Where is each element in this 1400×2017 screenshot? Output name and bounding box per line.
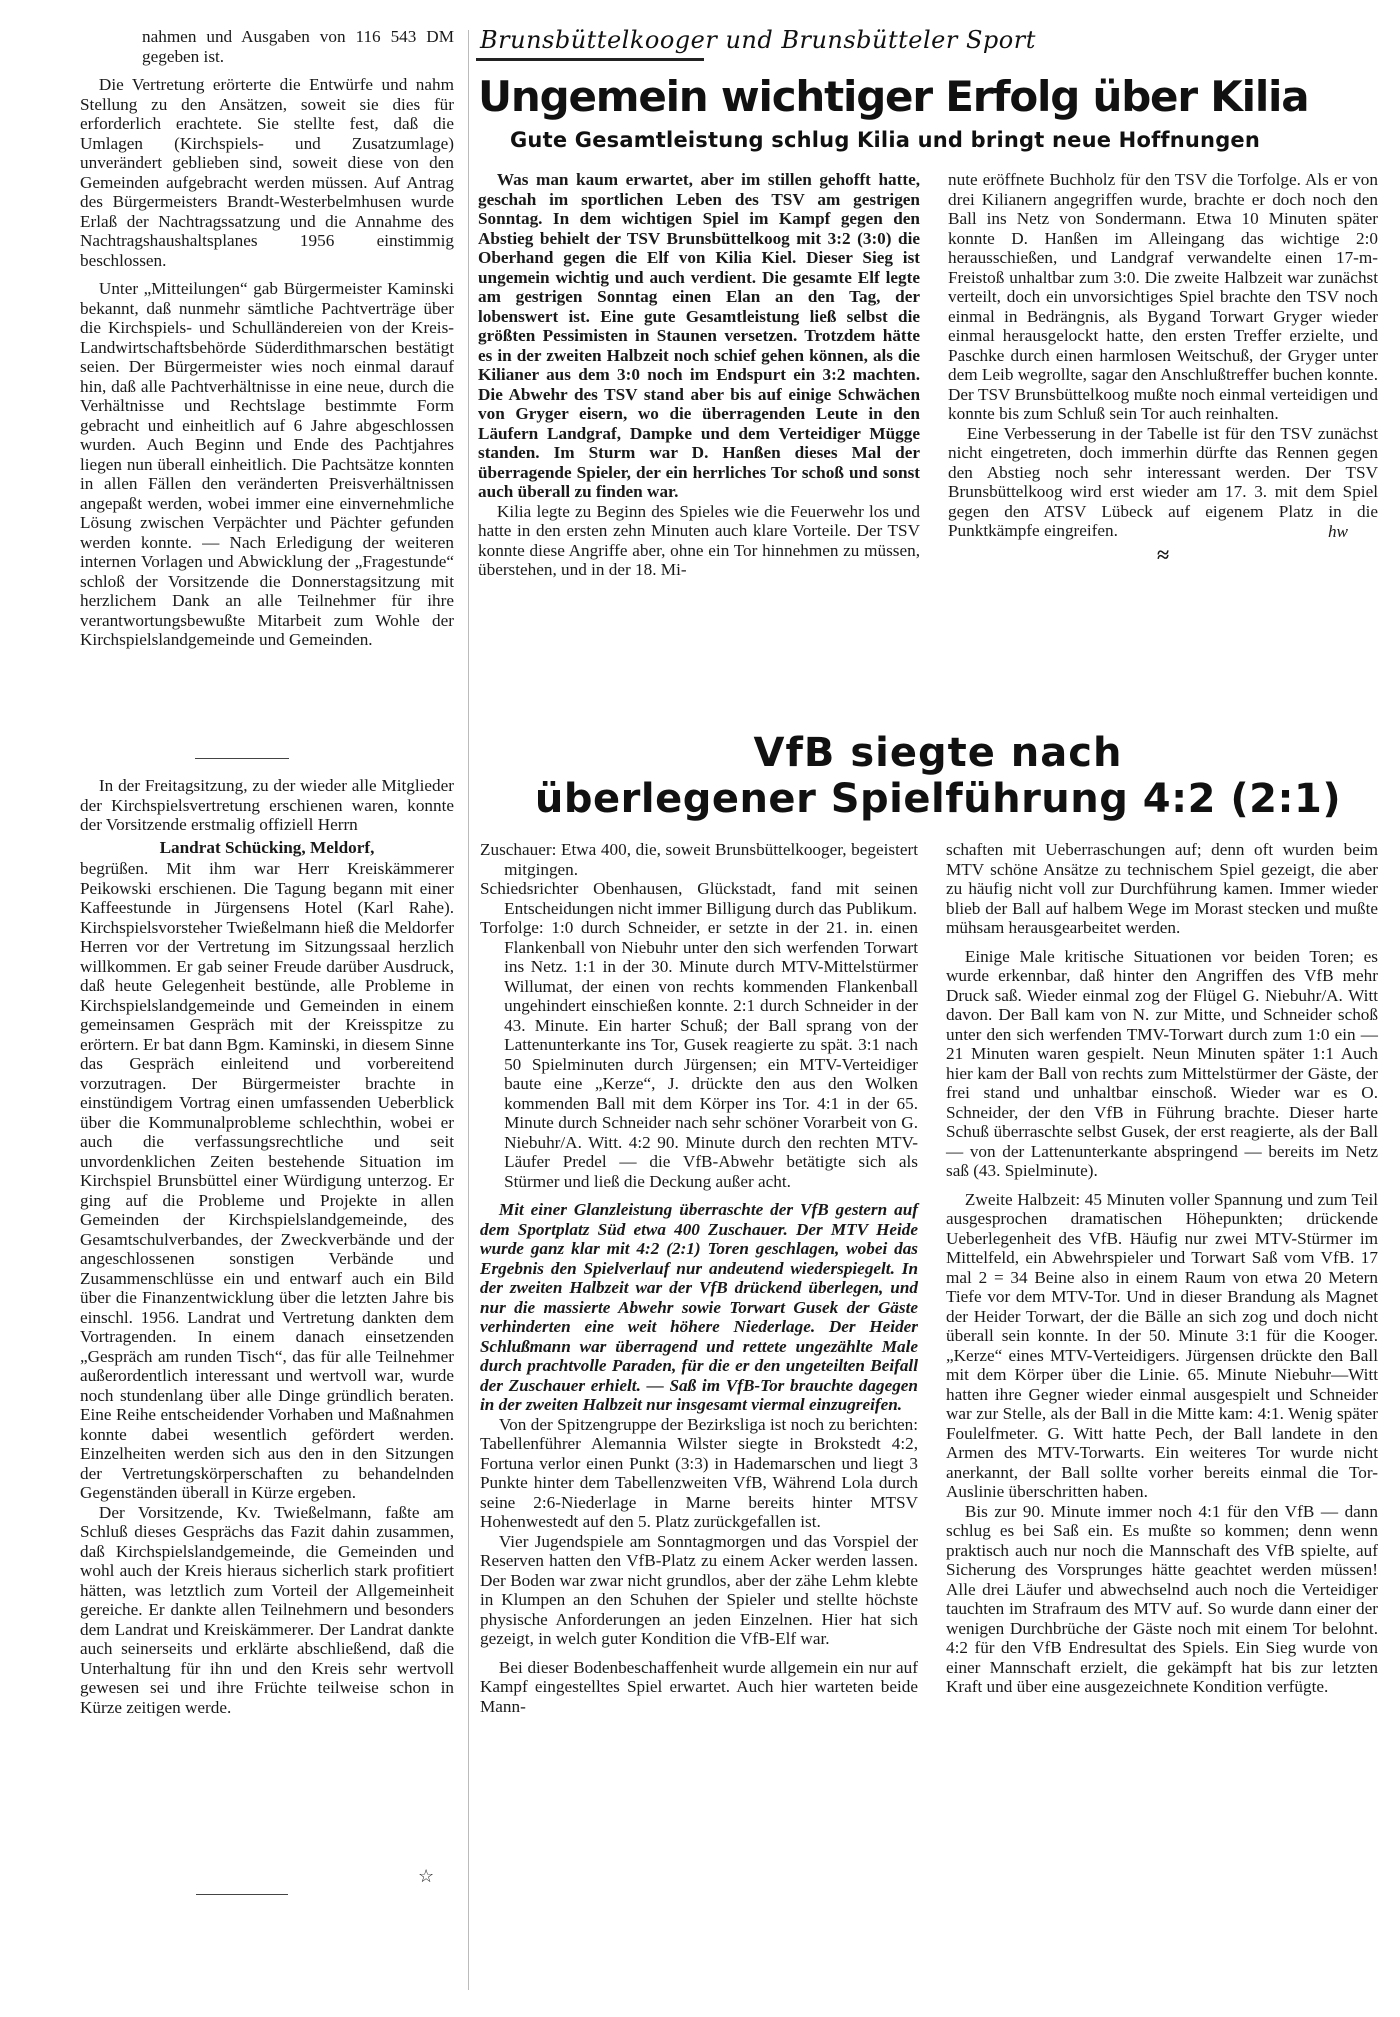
council-report-column: [80, 27, 454, 650]
paragraph: Eine Verbesserung in der Tabelle ist für den TSV zunächst nicht eingetreten, doch immerhin dürfte das Rennen gegen den Abstieg noch sehr interessant werden. Der TSV Brunsbüttelkoog wird erst wieder am 17. 3. mit dem Spiel gegen den ATSV Lübeck auf eigenem Platz in die Punktkämpfe eingreifen.: [948, 423, 1378, 540]
paragraph: Unter „Mitteilungen“ gab Bürgermeister Kaminski bekannt, daß nunmehr sämtliche Pachtverträge über die Kirchspiels- und Schulländereien von der Kreis-Landwirtschaftsbehörde Süderdithmarschen bestätigt seien. Der Bürgermeister wies noch einmal darauf hin, daß alle Pachtverhältnisse in eine neue, durch die Verhältnisse und Rechtslage bestimmte Form gebracht und einheitlich auf 6 Jahre abgeschlossen wurden. Auch Beginn und Ende des Pachtjahres liegen nun überall einheitlich. Die Pachtsätze konnten in allen Fällen den veränderten Preisverhältnissen angepaßt werden, wobei immer eine einvernehmliche Lösung zwischen Verpächter und Pächter gefunden werden konnte. — Nach Erledigung der weiteren internen Vorlagen und Abwicklung der „Fragestunde“ schloß der Vorsitzende die Donnerstagsitzung mit herzlichem Dank an alle Teilnehmer für ihre verantwortungsbewußte Mitarbeit zum Wohle der Kirchspielslandgemeinde und Gemeinden.: [80, 279, 454, 649]
divider: [195, 758, 289, 759]
paragraph: Einige Male kritische Situationen vor beiden Toren; es wurde erkennbar, daß hinter den Angriffen des VfB mehr Druck saß. Wieder einmal zog der Flügel G. Niebuhr/A. Witt davon. Der Ball kam von N. zur Mitte, und Schneider schoß unter den sich werfenden TMV-Torwart durch zum 1:0 ein — 21 Minuten waren gespielt. Neun Minuten später 1:1 Auch hier kam der Ball von rechts zum Mittelstürmer der Gäste, der frei stand und unhaltbar einschoß. Wieder war es O. Schneider, der den VfB in Führung brachte. Dieser harte Schuß überraschte selbst Gusek, der erst reagierte, als der Ball — von der Lattenunterkante abspringend — bereits im Netz saß (43. Spielminute).: [946, 946, 1378, 1180]
vfb-article-col1: [480, 840, 918, 1716]
paragraph: Von der Spitzengruppe der Bezirksliga ist noch zu berichten: Tabellenführer Alemannia Wilster siegte in Brokstedt 4:2, Fortuna verlor einen Punkt (3:3) in Hademarschen und liegt 3 Punkte hinter dem Tabellenzweiten VfB, Während Lola durch seine 2:6-Niederlage in Marne bereits hinter MTSV Hohenwestedt auf den 5. Platz zurückgefallen ist.: [480, 1414, 918, 1531]
paragraph: schaften mit Ueberraschungen auf; denn oft wurden beim MTV schöne Ansätze zu technischem Spiel gezeigt, die aber zu häufig nicht voll zur Durchführung kamen. Immer wieder blieb der Ball auf halbem Wege im Morast stecken und mußte mühsam herausgearbeitet werden.: [946, 840, 1378, 937]
headline-vfb-line2: überlegener Spielführung 4:2 (2:1): [534, 776, 1342, 822]
headline-kilia: Ungemein wichtiger Erfolg über Kilia: [478, 72, 1309, 121]
paragraph: Bei dieser Bodenbeschaffenheit wurde allgemein ein nur auf Kampf eingestelltes Spiel erwartet. Auch hier warteten beide Mann-: [480, 1657, 918, 1716]
paragraph: nute eröffnete Buchholz für den TSV die Torfolge. Als er von drei Kilianern angegriffen wurde, brachte er doch noch den Ball ins Netz von Sondermann. Etwa 10 Minuten später konnte D. Hanßen im Alleingang das wichtige 2:0 herausschießen, und Landgraf verwandelte einen 17-m-Freistoß unhaltbar zum 3:0. Die zweite Halbzeit war zunächst verteilt, doch ein unvorsichtiges Spiel brachte den TSV noch einmal in Bedrängnis, als Bygand Torwart Gryger wieder einmal herausgelockt hatte, den ersten Treffer erzielte, und Paschke durch einen harmlosen Weitschuß, der Gryger unter dem Leib wegrollte, sagar den Anschlußtreffer buchen konnte. Der TSV Brunsbüttelkoog mußte noch einmal verteidigen und konnte bis zum Schluß sein Tor auch reinhalten.: [948, 170, 1378, 423]
section-title: Brunsbüttelkooger und Brunsbütteler Sport: [480, 26, 1036, 54]
end-star-icon: ☆: [418, 1866, 435, 1886]
subheadline-kilia: Gute Gesamtleistung schlug Kilia und bringt neue Hoffnungen: [510, 128, 1261, 152]
paragraph: Der Vorsitzende, Kv. Twießelmann, faßte am Schluß dieses Gesprächs das Fazit dahin zusammen, daß Kirchspielslandgemeinde, die Gemeinden und wohl auch der Kreis hieraus sicherlich stark profitiert hätten, was letztlich zum Vorteil der Allgemeinheit gereiche. Er dankte allen Teilnehmern und besonders dem Landrat und Kreiskämmerer. Der Landrat dankte auch seinerseits und erklärte abschließend, daß die Unterhaltung für ihn und den Kreis sehr wertvoll gewesen sei und ihre Früchte teilweise schon in Kürze zeitigen werde.: [80, 1502, 454, 1717]
paragraph: Bis zur 90. Minute immer noch 4:1 für den VfB — dann schlug es bei Saß ein. Es mußte so kommen; denn wenn praktisch auch nur noch die Mannschaft des VfB spielte, auf Sicherung des Vorsprunges hätte geachtet werden müssen! Alle drei Läufer und abwechselnd auch noch die Verteidiger tauchten im Strafraum des MTV auf. So wurde dann einer der wenigen Durchbrüche der Gäste noch mit einem Tor belohnt. 4:2 für den VfB Endresultat des Spiels. Ein Sieg wurde von einer Mannschaft erzielt, die gekämpft hat bis zur letzten Kraft und über eine ausgezeichnete Kondition verfügte.: [946, 1501, 1378, 1696]
fact-spectators: Zuschauer: Etwa 400, die, soweit Brunsbüttelkooger, begeistert mitgingen.: [480, 840, 918, 879]
paragraph: In der Freitagsitzung, zu der wieder alle Mitglieder der Kirchspielsvertretung erschienen waren, konnte der Vorsitzende erstmalig offiziell Herrn: [80, 776, 454, 834]
column-divider: [468, 30, 469, 1990]
section-underline: [476, 58, 704, 61]
author-initials: hw: [1327, 521, 1348, 541]
lead-paragraph: Was man kaum erwartet, aber im stillen gehofft hatte, geschah im sportlichen Leben des TSV am gestrigen Sonntag. In dem wichtigen Spiel im Kampf gegen den Abstieg behielt der TSV Brunsbüttelkoog mit 3:2 (3:0) die Oberhand gegen die Elf von Kilia Kiel. Dieser Sieg ist ungemein wichtig und auch verdient. Die gesamte Elf legte am gestrigen Sonntag einen Elan an den Tag, der lobenswert ist. Eine gute Gesamtleistung ließ selbst die größten Pessimisten in Staunen versetzen. Trotzdem hätte es in der zweiten Halbzeit noch schief gehen können, als die Kilianer aus dem 3:0 noch im Endspurt ein 3:2 machten. Die Abwehr des TSV stand aber bis auf einige Schwächen von Gryger eisern, wo die überragenden Leute in den Läufern Landgraf, Dampke und dem Verteidiger Mügge standen. Im Sturm war D. Hanßen dieses Mal der überragende Spieler, der ein herrliches Tor schoß und sonst auch überall zu finden war.: [478, 170, 920, 501]
paragraph: Kilia legte zu Beginn des Spieles wie die Feuerwehr los und hatte in den ersten zehn Minuten auch klare Vorteile. Der TSV konnte diese Angriffe aber, ohne ein Tor hinnehmen zu müssen, überstehen, und in der 18. Mi-: [478, 501, 920, 579]
lead-paragraph: Mit einer Glanzleistung überraschte der VfB gestern auf dem Sportplatz Süd etwa 400 Zuschauer. Der MTV Heide wurde ganz klar mit 4:2 (2:1) Toren geschlagen, wobei das Ergebnis den Spielverlauf nur andeutend wiederspiegelt. In der zweiten Halbzeit war der VfB drückend überlegen, und nur die massierte Abwehr sowie Torwart Gusek der Gäste verhinderten eine weit höhere Niederlage. Der Heider Schlußmann war überragend und rettete ungezählte Male durch prachtvolle Paraden, für die er den ungeteilten Beifall der Zuschauer erhielt. — Saß im VfB-Tor brauchte dagegen in der zweiten Halbzeit nur insgesamt viermal einzugreifen.: [480, 1200, 918, 1414]
divider-wave-icon: ≈: [1156, 542, 1170, 567]
paragraph: Die Vertretung erörterte die Entwürfe und nahm Stellung zu den Ansätzen, soweit sie dies für erforderlich erachtete. Sie stellte fest, daß die Umlagen (Kirchspiels- und Zusatzumlage) unverändert geblieben sind, soweit diese von den Gemeinden aufgebracht werden müssen. Auf Antrag des Bürgermeisters Brandt-Westerbelmhusen wurde Erlaß der Nachtragssatzung und die Annahme des Nachtragshaushaltsplanes 1956 einstimmig beschlossen.: [80, 75, 454, 270]
vfb-article-col2: [946, 840, 1378, 1697]
council-report-column-friday: [80, 776, 454, 1717]
paragraph: Zweite Halbzeit: 45 Minuten voller Spannung und zum Teil ausgesprochen dramatischen Höhepunkten; drückende Ueberlegenheit des VfB. Häufig nur zwei MTV-Stürmer im Mittelfeld, ein Abwehrspieler und Torwart Saß vom VfB. 17 mal 2 = 34 Beine also in einem Raum von etwa 20 Metern Tiefe vor dem MTV-Tor. Und in dieser Brandung als Magnet der Heider Torwart, der die Bälle an sich zog und doch nicht überall sein konnte. In der 50. Minute 3:1 für die Kooger. „Kerze“ eines MTV-Verteidigers. Jürgensen drückte den Ball mit dem Körper über die Linie. 65. Minute Niebuhr—Witt hatten ihre Gegner wieder einmal ausgespielt und Schneider war zur Stelle, als der Ball in die Mitte kam: 4:1. Wenig später Foulelfmeter. G. Witt hatte Pech, der Ball landete in den Armen des MTV-Torwarts. Ein weiteres Tor wurde nicht anerkannt, der Ball sollte vorher bereits einmal die Tor-Auslinie überschritten haben.: [946, 1189, 1378, 1501]
fact-goals: Torfolge: 1:0 durch Schneider, er setzte in der 21. in. einen Flankenball von Niebuhr unter den sich werfenden Torwart ins Netz. 1:1 in der 30. Minute durch MTV-Mittelstürmer Willumat, der einen von rechts kommenden Flankenball ungehindert einschießen konnte. 2:1 durch Schneider in der 43. Minute. Ein harter Schuß; der Ball sprang von der Lattenunterkante ins Tor, Gusek reagierte zu spät. 3:1 nach 50 Spielminuten durch Jürgensen; ein MTV-Verteidiger baute eine „Kerze“, J. drückte den aus den Wolken kommenden Ball mit dem Körper ins Tor. 4:1 in der 65. Minute durch Schneider nach sehr schöner Vorarbeit von G. Niebuhr/A. Witt. 4:2 90. Minute durch den rechten MTV-Läufer Predel — die VfB-Abwehr betätigte sich als Stürmer und ließ die Deckung außer acht.: [480, 918, 918, 1191]
kilia-article-col2: [948, 170, 1378, 565]
kilia-article-col1: [478, 170, 920, 580]
headline-vfb-line1: VfB siegte nach: [753, 730, 1123, 776]
subheading: Landrat Schücking, Meldorf,: [159, 837, 375, 857]
paragraph: begrüßen. Mit ihm war Herr Kreiskämmerer Peikowski erschienen. Die Tagung begann mit einer Kaffeestunde in Jürgensens Hotel (Karl Rahe). Kirchspielsvorsteher Twießelmann hieß die Meldorfer Herren vor der Vertretung im Sitzungssaal herzlich willkommen. Er gab seiner Freude darüber Ausdruck, daß heute Gelegenheit bestünde, alle Probleme in Kirchspielslandgemeinde und Gemeinden in einem gemeinsamen Gespräch mit der Kreisspitze zu erörtern. Er bat dann Bgm. Kaminski, in diesem Sinne das Gespräch einleitend und vorbereitend vorzutragen. Der Bürgermeister brachte in einstündigem Vortrag einen umfassenden Ueberblick über die Kommunalprobleme schlechthin, wobei er auch die verfassungsrechtliche und seit unvordenklichen Zeiten bestehende Situation im Kirchspiel Brunsbüttel einer Würdigung unterzog. Er ging auf die Probleme und Projekte in allen Gemeinden der Kirchspielslandgemeinde, des Gesamtschulverbandes, der Zweckverbände und der angeschlossenen sonstigen Verbände und Zusammenschlüsse ein und entwarf auch ein Bild über die Finanzentwicklung über die letzten Jahre bis einschl. 1956. Landrat und Vertretung dankten dem Vortragenden. In einem danach einsetzenden „Gespräch am runden Tisch“, das für alle Teilnehmer außerordentlich interessant und wertvoll war, wurde noch stundenlang über alle Dinge gründlich beraten. Eine Reihe entscheidender Vorhaben und Maßnahmen konnte dabei wesentlich gefördert werden. Einzelheiten werden sich aus den in den Sitzungen der Vertretungskörperschaften zu behandelnden Gegenständen überall in Kürze ergeben.: [80, 859, 454, 1502]
paragraph: nahmen und Ausgaben von 116 543 DM gegeben ist.: [142, 27, 454, 66]
paragraph: Vier Jugendspiele am Sonntagmorgen und das Vorspiel der Reserven hatten den VfB-Platz zu einem Acker werden lassen. Der Boden war zwar nicht grundlos, aber der zähe Lehm klebte in Klumpen an den Schuhen der Spieler und stellte höchste physische Anforderungen an jeden Einzelnen. Hier hat sich gezeigt, in welch guter Kondition die VfB-Elf war.: [480, 1531, 918, 1648]
divider: [196, 1894, 288, 1895]
fact-referee: Schiedsrichter Obenhausen, Glückstadt, fand mit seinen Entscheidungen nicht immer Billigung durch das Publikum.: [480, 879, 918, 918]
